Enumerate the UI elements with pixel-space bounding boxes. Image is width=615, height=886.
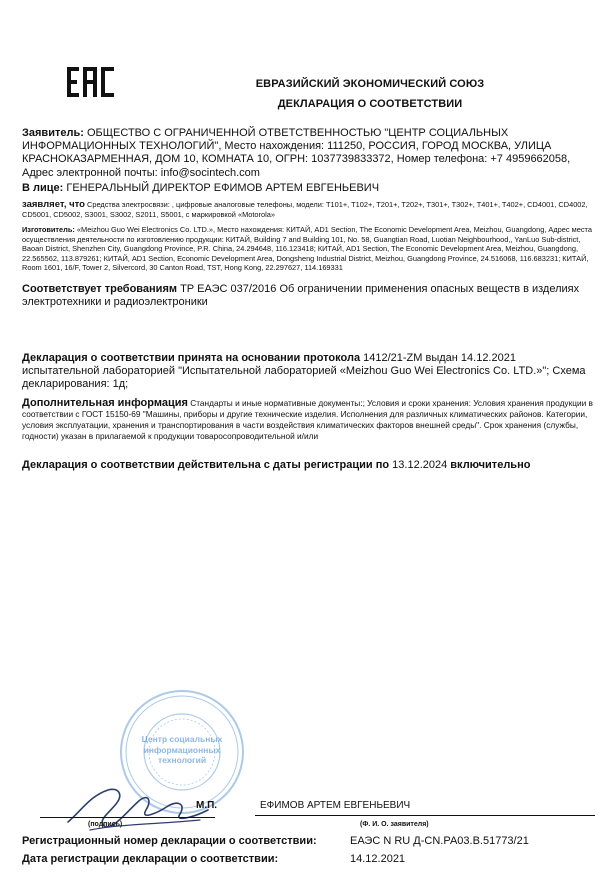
validity-date: 13.12.2024: [392, 459, 448, 471]
applicant-section: [22, 127, 594, 180]
requirements-section: [22, 283, 594, 309]
additional-label: Дополнительная информация: [22, 397, 188, 409]
validity-suffix: включительно: [450, 459, 531, 471]
union-title: ЕВРАЗИЙСКИЙ ЭКОНОМИЧЕСКИЙ СОЮЗ: [255, 78, 485, 90]
applicant-label: Заявитель:: [22, 127, 84, 139]
signature-line: [40, 817, 215, 818]
declares-label: заявляет, что: [22, 199, 85, 210]
additional-text: Стандарты и иные нормативные документы:; Условия и сроки хранения: Условия хранения продукции в соответствии с ГОСТ 15150-69 "Машины, приборы и другие технические изделия. Исполнения для различных климатических районов. Категории, условия эксплуатации, хранения и транспортирования в части воздействия климатических факторов внешней среды". Срок хранения (службы, годности) указан в прилагаемой к продукции товаросопроводительной и/или: [22, 398, 593, 442]
document-title: ДЕКЛАРАЦИЯ О СООТВЕТСТВИИ: [277, 98, 463, 110]
applicant-text: ОБЩЕСТВО С ОГРАНИЧЕННОЙ ОТВЕТСТВЕННОСТЬЮ "ЦЕНТР СОЦИАЛЬНЫХ ИНФОРМАЦИОННЫХ ТЕХНОЛОГИЙ", Место нахождения: 111250, РОССИЯ, ГОРОД МОСКВА, УЛИЦА КРАСНОКАЗАРМЕННАЯ, ДОМ 10, КОМНАТА 10, ОГРН: 1037739833372, Номер телефона: +7 4959662058, Адрес электронной почты: info@socintech.com: [22, 127, 571, 179]
registration-date-label: Дата регистрации декларации о соответствии:: [22, 853, 279, 865]
registration-number-label: Регистрационный номер декларации о соответствии:: [22, 835, 317, 847]
name-line: [255, 815, 595, 816]
declares-text: Средства электросвязи: , цифровые аналоговые телефоны, модели: T101+, T102+, T201+, T202+, T301+, T302+, T401+, T402+, CD4001, CD4002, CD5001, CD5002, S3001, S3002, S2011, S5001, с маркировкой «Motorola»: [22, 200, 588, 219]
stamp-line: Центр социальных: [141, 734, 223, 744]
eac-logo: [66, 66, 116, 98]
person-text: ГЕНЕРАЛЬНЫЙ ДИРЕКТОР ЕФИМОВ АРТЕМ ЕВГЕНЬЕВИЧ: [66, 182, 380, 194]
signer-name: ЕФИМОВ АРТЕМ ЕВГЕНЬЕВИЧ: [260, 800, 411, 811]
person-section: [22, 182, 594, 195]
requirements-text: ТР ЕАЭС 037/2016 Об ограничении применения опасных веществ в изделиях электротехники и радиоэлектроники: [22, 283, 580, 309]
requirements-label: Соответствует требованиям: [22, 283, 177, 295]
stamp-line: технологий: [157, 755, 207, 765]
name-caption: (Ф. И. О. заявителя): [360, 821, 429, 828]
registration-number: ЕАЭС N RU Д-CN.РА03.В.51773/21: [350, 835, 529, 847]
person-label: В лице:: [22, 182, 64, 194]
additional-section: [22, 398, 594, 442]
registration-date: 14.12.2021: [350, 853, 406, 865]
validity-label: Декларация о соответствии действительна с даты регистрации по: [22, 459, 390, 471]
manufacturer-text: «Meizhou Guo Wei Electronics Co. LTD.», Место нахождения: КИТАЙ, AD1 Section, The Economic Development Area, Meizhou, Guangdong, Адрес места осуществления деятельности по изготовлению продукции: КИТАЙ, Building 7 and Building 101, No. 58, Guangtian Road, Luotian Neighbourhood,, YanLuo Sub-district, Baoan District, Shenzhen City, Guangdong Province, P.R. China, 24.294648, 116.123418; КИТАЙ, AD1 Section, The Economic Development Area, Meizhou, Guangdong, 22.565562, 113.879261; КИТАЙ, AD1 Section, Economic Development Area, Dongsheng Industrial District, Meizhou, Guangdong Province, 24.516068, 116.683231; КИТАЙ, Room 1601, 16/F, Tower 2, Silvercord, 30 Canton Road, TST, Hong Kong, 22.297627, 114.169331: [22, 225, 592, 273]
manufacturer-label: Изготовитель:: [22, 225, 75, 234]
validity-section: [22, 459, 594, 472]
signature-caption: (подпись): [88, 821, 123, 828]
stamp-place-label: М.П.: [196, 800, 218, 811]
basis-label: Декларация о соответствии принята на основании протокола: [22, 352, 361, 364]
declares-section: [22, 200, 594, 219]
basis-section: [22, 352, 594, 392]
basis-text: 1412/21-ZM выдан 14.12.2021 испытательной лабораторией "Испытательной лабораторией «Meizhou Guo Wei Electronics Co. LTD.»"; Схема декларирования: 1д;: [22, 352, 586, 391]
stamp-line: информационных: [143, 744, 221, 755]
manufacturer-section: [22, 225, 594, 273]
